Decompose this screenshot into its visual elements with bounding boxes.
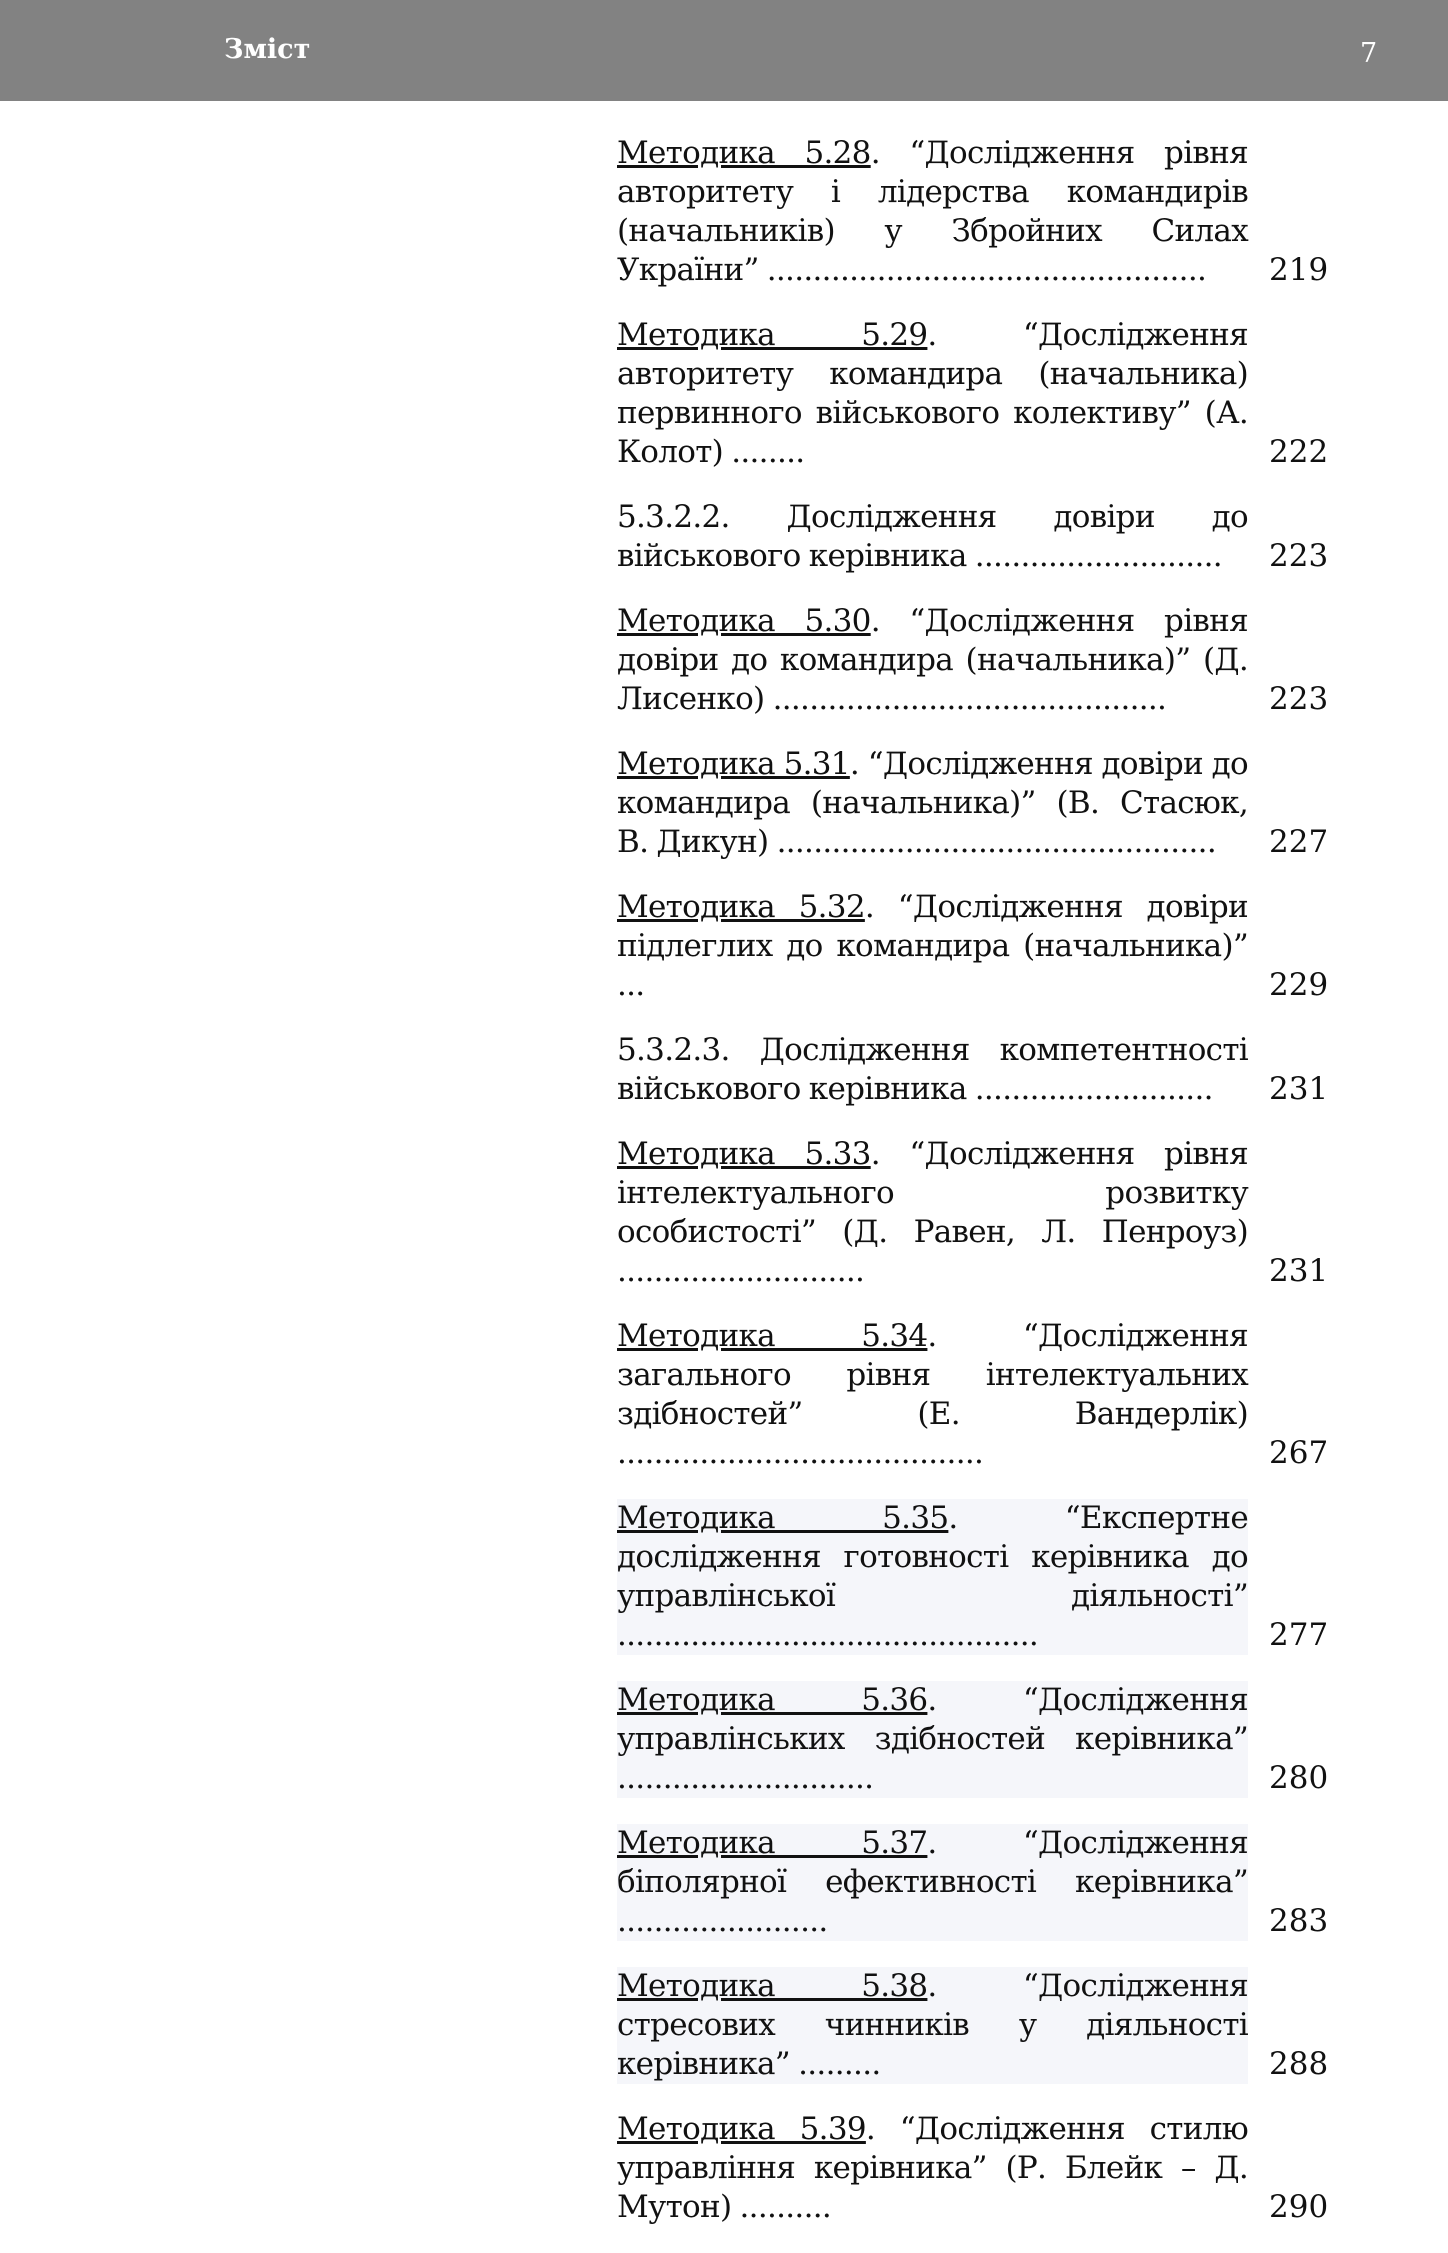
page-header: [0, 0, 1448, 101]
toc-entry-text: [617, 1135, 1248, 1291]
toc-entry-page: 277: [1269, 1617, 1329, 1653]
toc-entry[interactable]: [617, 316, 1337, 472]
toc-entry-code[interactable]: Методика 5.34: [617, 1318, 928, 1354]
toc-entry-title: . “Дослідження рівня авторитету і лідерства командирів (начальників) у Збройних Силах України” ................................................: [617, 135, 1248, 288]
toc-entry[interactable]: [617, 1317, 1337, 1473]
toc-entry-code[interactable]: Методика 5.39: [617, 2111, 866, 2147]
toc-entry-title: 5.3.2.3. Дослідження компетентності військового керівника ..........................: [617, 1032, 1248, 1107]
toc-entry-text: [617, 1031, 1248, 1109]
toc-entry[interactable]: [617, 888, 1337, 1005]
toc-entry-text: [617, 316, 1248, 472]
toc-entry[interactable]: [617, 1824, 1337, 1941]
toc-entry[interactable]: [617, 1967, 1337, 2084]
toc-entry-code[interactable]: Методика 5.37: [617, 1825, 928, 1861]
toc-entry-text: [617, 1824, 1248, 1941]
toc-entry-code[interactable]: Методика 5.33: [617, 1136, 871, 1172]
toc-entry[interactable]: [617, 1031, 1337, 1109]
page-number: 7: [1360, 38, 1378, 69]
toc-entry[interactable]: [617, 602, 1337, 719]
toc-entry-code[interactable]: Методика 5.38: [617, 1968, 928, 2004]
toc-entry-text: [617, 745, 1248, 862]
table-of-contents: [617, 134, 1337, 2253]
toc-entry-title: . “Дослідження рівня інтелектуального розвитку особистості” (Д. Равен, Л. Пенроуз) ...........................: [617, 1136, 1248, 1289]
toc-entry[interactable]: [617, 1681, 1337, 1798]
toc-entry-page: 288: [1269, 2046, 1329, 2082]
toc-entry-page: 219: [1269, 252, 1329, 288]
toc-entry-title: . “Дослідження стресових чинників у діяльності керівника” .........: [617, 1968, 1248, 2082]
section-title: Зміст: [224, 34, 311, 65]
toc-entry[interactable]: [617, 2110, 1337, 2227]
toc-entry-title: . “Дослідження загального рівня інтелектуальних здібностей” (Е. Вандерлік) ........................................: [617, 1318, 1248, 1471]
toc-entry-text: [617, 1967, 1248, 2084]
toc-entry-page: 231: [1269, 1253, 1329, 1289]
toc-entry-text: [617, 1499, 1248, 1655]
toc-entry[interactable]: [617, 1135, 1337, 1291]
toc-entry-page: 231: [1269, 1071, 1329, 1107]
toc-entry-page: 222: [1269, 434, 1329, 470]
toc-entry-title: . “Дослідження рівня довіри до командира (начальника)” (Д. Лисенко) ...........................................: [617, 603, 1248, 717]
toc-entry-code[interactable]: Методика 5.36: [617, 1682, 928, 1718]
toc-entry-code[interactable]: Методика 5.28: [617, 135, 871, 171]
toc-entry[interactable]: [617, 1499, 1337, 1655]
toc-entry-code[interactable]: Методика 5.29: [617, 317, 928, 353]
toc-entry-page: 223: [1269, 681, 1329, 717]
toc-entry-text: [617, 602, 1248, 719]
toc-entry-page: 290: [1269, 2189, 1329, 2225]
toc-entry-page: 227: [1269, 824, 1329, 860]
toc-entry-text: [617, 2110, 1248, 2227]
toc-entry-title: . “Дослідження стилю управління керівника” (Р. Блейк – Д. Мутон) ..........: [617, 2111, 1248, 2225]
toc-entry-text: [617, 888, 1248, 1005]
toc-entry-code[interactable]: Методика 5.30: [617, 603, 871, 639]
toc-entry-title: . “Дослідження біполярної ефективності керівника” .......................: [617, 1825, 1248, 1939]
toc-entry-title: 5.3.2.2. Дослідження довіри до військового керівника ...........................: [617, 499, 1248, 574]
toc-entry[interactable]: [617, 498, 1337, 576]
toc-entry-text: [617, 1317, 1248, 1473]
toc-entry-title: . “Дослідження довіри підлеглих до командира (начальника)” ...: [617, 889, 1248, 1003]
toc-entry-page: 283: [1269, 1903, 1329, 1939]
toc-entry-code[interactable]: Методика 5.31: [617, 746, 850, 782]
toc-entry[interactable]: [617, 745, 1337, 862]
toc-entry-page: 223: [1269, 538, 1329, 574]
toc-entry-page: 229: [1269, 967, 1329, 1003]
toc-entry-page: 280: [1269, 1760, 1329, 1796]
toc-entry-title: . “Дослідження довіри до командира (начальника)” (В. Стасюк, В. Дикун) ................................................: [617, 746, 1248, 860]
toc-entry-text: [617, 1681, 1248, 1798]
toc-entry[interactable]: [617, 134, 1337, 290]
toc-entry-text: [617, 134, 1248, 290]
toc-entry-code[interactable]: Методика 5.35: [617, 1500, 949, 1536]
toc-entry-code[interactable]: Методика 5.32: [617, 889, 865, 925]
toc-entry-title: . “Експертне дослідження готовності керівника до управлінської діяльності” ..............................................: [617, 1500, 1248, 1653]
toc-entry-text: [617, 498, 1248, 576]
toc-entry-title: . “Дослідження авторитету командира (начальника) первинного військового колективу” (А. Колот) ........: [617, 317, 1248, 470]
toc-entry-title: . “Дослідження управлінських здібностей керівника” ............................: [617, 1682, 1248, 1796]
toc-entry-page: 267: [1269, 1435, 1329, 1471]
